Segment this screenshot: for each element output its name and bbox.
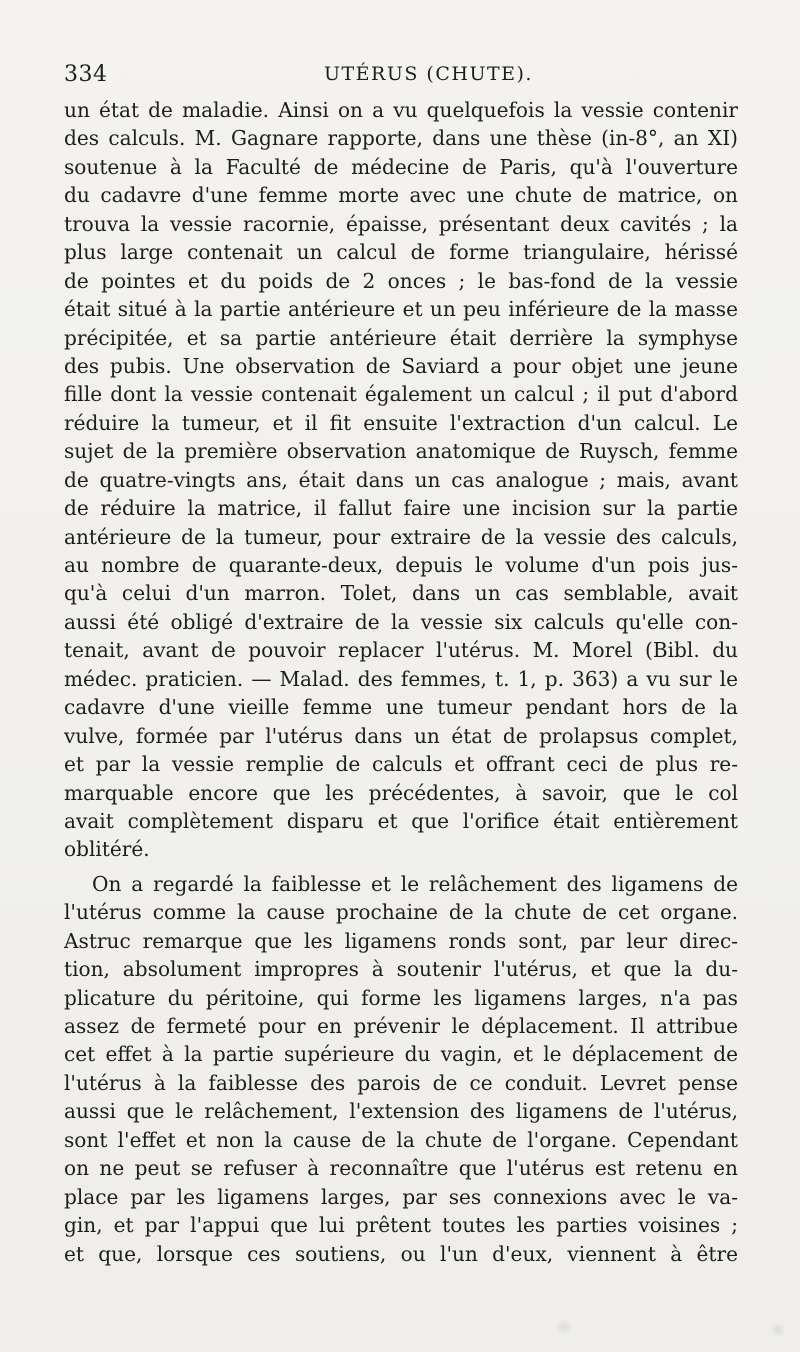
- running-head: UTÉRUS (CHUTE).: [324, 63, 533, 85]
- text-line: au nombre de quarante-deux, depuis le volume d'un pois jus-: [64, 553, 738, 577]
- text-line: sujet de la première observation anatomique de Ruysch, femme: [64, 439, 738, 464]
- text-line: du cadavre d'une femme morte avec une chute de matrice, on: [64, 183, 738, 208]
- text-line: gin, et par l'appui que lui prêtent toutes les parties voisines ;: [64, 1213, 738, 1238]
- text-line: oblitéré.: [64, 837, 150, 862]
- text-line: place par les ligamens larges, par ses connexions avec le va-: [64, 1184, 738, 1209]
- text-line: l'utérus à la faiblesse des parois de ce conduit. Levret pense: [64, 1070, 738, 1095]
- text-line: des calculs. M. Gagnare rapporte, dans une thèse (in-8°, an XI): [64, 126, 738, 151]
- text-line: fille dont la vessie contenait également un calcul ; il put d'abord: [64, 382, 738, 407]
- text-line: aussi été obligé d'extraire de la vessie six calculs qu'elle con-: [64, 609, 738, 634]
- text-line: et que, lorsque ces soutiens, ou l'un d'eux, viennent à être: [64, 1241, 738, 1266]
- body-text: [64, 96, 738, 1268]
- page-number: 334: [64, 62, 108, 87]
- text-line: trouva la vessie racornie, épaisse, présentant deux cavités ; la: [64, 211, 738, 236]
- text-line: était situé à la partie antérieure et un peu inférieure de la masse: [64, 297, 738, 322]
- text-line: plicature du péritoine, qui forme les ligamens larges, n'a pas: [64, 985, 738, 1010]
- text-line: de quatre-vingts ans, était dans un cas analogue ; mais, avant: [64, 467, 738, 492]
- text-line: sont l'effet et non la cause de la chute de l'organe. Cependant: [64, 1127, 738, 1152]
- text-line: avait complètement disparu et que l'orifice était entièrement: [64, 808, 738, 833]
- text-line: aussi que le relâchement, l'extension des ligamens de l'utérus,: [64, 1099, 738, 1124]
- text-line: plus large contenait un calcul de forme triangulaire, hérissé: [64, 240, 738, 265]
- text-line: médec. praticien. — Malad. des femmes, t. 1, p. 363) a vu sur le: [64, 666, 738, 691]
- text-line: vulve, formée par l'utérus dans un état de prolapsus complet,: [64, 723, 738, 748]
- text-line: précipitée, et sa partie antérieure était derrière la symphyse: [64, 325, 738, 350]
- text-line: tion, absolument impropres à soutenir l'utérus, et que la du-: [64, 957, 738, 982]
- text-line: Astruc remarque que les ligamens ronds sont, par leur direc-: [64, 928, 738, 953]
- text-line: des pubis. Une observation de Saviard a pour objet une jeune: [64, 353, 738, 378]
- text-line: un état de maladie. Ainsi on a vu quelquefois la vessie contenir: [64, 98, 738, 122]
- text-line: on ne peut se refuser à reconnaître que l'utérus est retenu en: [64, 1156, 738, 1181]
- text-line: réduire la tumeur, et il fit ensuite l'extraction d'un calcul. Le: [64, 410, 738, 435]
- text-line: l'utérus comme la cause prochaine de la chute de cet organe.: [64, 900, 738, 925]
- text-line: soutenue à la Faculté de médecine de Paris, qu'à l'ouverture: [64, 154, 738, 179]
- page-header: [64, 62, 738, 94]
- text-line: On a regardé la faiblesse et le relâchement des ligamens de: [92, 871, 738, 896]
- paragraph-2: [64, 870, 738, 1268]
- paper-smudge: [770, 1322, 786, 1338]
- text-line: et par la vessie remplie de calculs et offrant ceci de plus re-: [64, 752, 738, 777]
- text-line: cet effet à la partie supérieure du vagin, et le déplacement de: [64, 1042, 738, 1067]
- text-line: de réduire la matrice, il fallut faire une incision sur la partie: [64, 496, 738, 521]
- paper-smudge: [555, 1318, 573, 1336]
- paragraph-1: [64, 96, 738, 864]
- text-line: qu'à celui d'un marron. Tolet, dans un cas semblable, avait: [64, 581, 738, 606]
- text-line: assez de fermeté pour en prévenir le déplacement. Il attribue: [64, 1014, 738, 1038]
- text-line: cadavre d'une vieille femme une tumeur pendant hors de la: [64, 695, 738, 720]
- text-line: marquable encore que les précédentes, à savoir, que le col: [64, 780, 738, 805]
- text-line: tenait, avant de pouvoir replacer l'utérus. M. Morel (Bibl. du: [64, 638, 738, 663]
- text-line: de pointes et du poids de 2 onces ; le bas-fond de la vessie: [64, 268, 738, 293]
- text-line: antérieure de la tumeur, pour extraire de la vessie des calculs,: [64, 524, 738, 549]
